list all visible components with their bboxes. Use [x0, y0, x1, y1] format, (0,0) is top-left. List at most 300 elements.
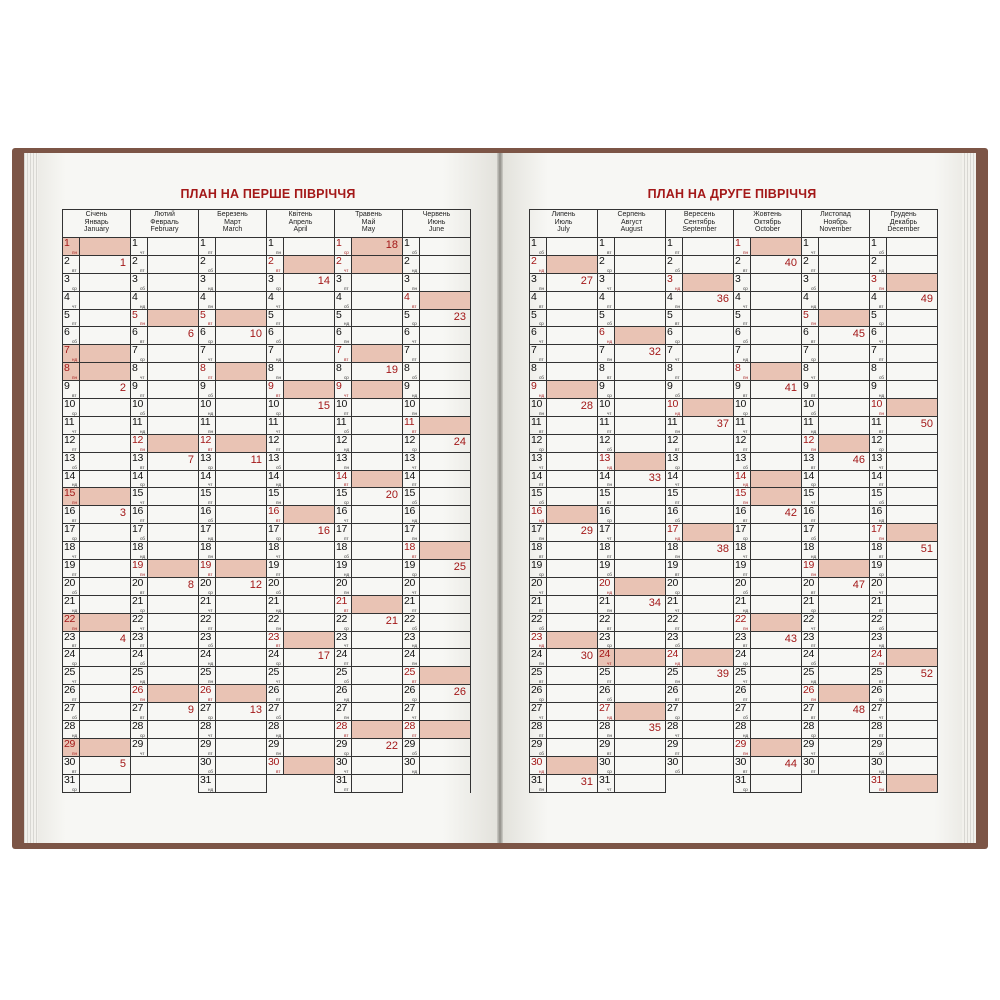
- day-row[interactable]: [802, 542, 869, 560]
- day-notes-area[interactable]: [751, 488, 801, 505]
- day-row[interactable]: [199, 399, 266, 417]
- day-row[interactable]: [335, 703, 402, 721]
- day-row[interactable]: [870, 310, 937, 328]
- day-notes-area[interactable]: [887, 739, 937, 756]
- day-notes-area[interactable]: [615, 363, 665, 380]
- day-row[interactable]: [63, 524, 130, 542]
- day-notes-area[interactable]: [352, 542, 402, 559]
- day-notes-area[interactable]: [284, 721, 334, 738]
- day-notes-area[interactable]: [352, 614, 402, 631]
- day-notes-area[interactable]: [216, 614, 266, 631]
- day-notes-area[interactable]: [887, 453, 937, 470]
- day-notes-area[interactable]: [547, 363, 597, 380]
- day-notes-area[interactable]: [887, 417, 937, 434]
- day-row[interactable]: [870, 274, 937, 292]
- day-row[interactable]: [530, 542, 597, 560]
- day-notes-area[interactable]: [352, 524, 402, 541]
- day-notes-area[interactable]: [887, 703, 937, 720]
- day-row[interactable]: [734, 292, 801, 310]
- day-notes-area[interactable]: [547, 327, 597, 344]
- day-notes-area[interactable]: [683, 596, 733, 613]
- day-notes-area[interactable]: [352, 363, 402, 380]
- day-row[interactable]: [267, 381, 334, 399]
- day-row[interactable]: [199, 345, 266, 363]
- day-row[interactable]: [63, 274, 130, 292]
- day-row[interactable]: [734, 649, 801, 667]
- day-notes-area[interactable]: [148, 542, 198, 559]
- day-notes-area[interactable]: [148, 506, 198, 523]
- day-notes-area[interactable]: [420, 632, 470, 649]
- day-row[interactable]: [666, 274, 733, 292]
- day-notes-area[interactable]: [420, 703, 470, 720]
- day-row[interactable]: [666, 560, 733, 578]
- day-notes-area[interactable]: [284, 757, 334, 774]
- day-notes-area[interactable]: [615, 596, 665, 613]
- day-row[interactable]: [335, 685, 402, 703]
- day-notes-area[interactable]: [80, 524, 130, 541]
- day-row[interactable]: [131, 345, 198, 363]
- day-row[interactable]: [403, 417, 470, 435]
- day-notes-area[interactable]: [420, 310, 470, 327]
- day-row[interactable]: [199, 453, 266, 471]
- day-row[interactable]: [734, 739, 801, 757]
- day-notes-area[interactable]: [148, 649, 198, 666]
- day-notes-area[interactable]: [887, 363, 937, 380]
- day-row[interactable]: [199, 417, 266, 435]
- day-row[interactable]: [267, 757, 334, 775]
- day-row[interactable]: [403, 614, 470, 632]
- day-notes-area[interactable]: [216, 649, 266, 666]
- day-row[interactable]: [734, 488, 801, 506]
- day-row[interactable]: [131, 560, 198, 578]
- day-row[interactable]: [335, 345, 402, 363]
- day-row[interactable]: [598, 274, 665, 292]
- day-row[interactable]: [870, 238, 937, 256]
- day-notes-area[interactable]: [751, 578, 801, 595]
- day-row[interactable]: [870, 578, 937, 596]
- day-notes-area[interactable]: [216, 596, 266, 613]
- day-row[interactable]: [530, 560, 597, 578]
- day-row[interactable]: [131, 292, 198, 310]
- day-row[interactable]: [598, 739, 665, 757]
- day-notes-area[interactable]: [420, 453, 470, 470]
- day-row[interactable]: [870, 703, 937, 721]
- day-notes-area[interactable]: [80, 560, 130, 577]
- day-notes-area[interactable]: [887, 238, 937, 255]
- day-row[interactable]: [802, 256, 869, 274]
- day-notes-area[interactable]: [683, 238, 733, 255]
- day-row[interactable]: [63, 596, 130, 614]
- day-notes-area[interactable]: [751, 649, 801, 666]
- day-row[interactable]: [870, 524, 937, 542]
- day-notes-area[interactable]: [148, 632, 198, 649]
- day-notes-area[interactable]: [148, 721, 198, 738]
- day-row[interactable]: [403, 345, 470, 363]
- day-notes-area[interactable]: [80, 327, 130, 344]
- day-row[interactable]: [734, 435, 801, 453]
- day-row[interactable]: [199, 363, 266, 381]
- day-row[interactable]: [598, 256, 665, 274]
- day-notes-area[interactable]: [887, 614, 937, 631]
- day-notes-area[interactable]: [751, 417, 801, 434]
- day-notes-area[interactable]: [284, 542, 334, 559]
- day-row[interactable]: [802, 757, 869, 775]
- day-notes-area[interactable]: [148, 703, 198, 720]
- day-notes-area[interactable]: [80, 471, 130, 488]
- day-notes-area[interactable]: [80, 775, 130, 792]
- day-row[interactable]: [335, 381, 402, 399]
- day-notes-area[interactable]: [352, 667, 402, 684]
- day-notes-area[interactable]: [547, 775, 597, 792]
- day-notes-area[interactable]: [420, 649, 470, 666]
- day-row[interactable]: [199, 435, 266, 453]
- day-row[interactable]: [870, 560, 937, 578]
- day-row[interactable]: [598, 757, 665, 775]
- day-row[interactable]: [199, 685, 266, 703]
- day-notes-area[interactable]: [547, 578, 597, 595]
- day-notes-area[interactable]: [887, 435, 937, 452]
- day-notes-area[interactable]: [751, 775, 801, 792]
- day-notes-area[interactable]: [547, 739, 597, 756]
- day-row[interactable]: [131, 667, 198, 685]
- day-row[interactable]: [598, 292, 665, 310]
- day-notes-area[interactable]: [352, 399, 402, 416]
- day-notes-area[interactable]: [284, 471, 334, 488]
- day-row[interactable]: [199, 542, 266, 560]
- day-row[interactable]: [802, 471, 869, 489]
- day-notes-area[interactable]: [615, 345, 665, 362]
- day-notes-area[interactable]: [819, 327, 869, 344]
- day-row[interactable]: [870, 685, 937, 703]
- day-notes-area[interactable]: [352, 292, 402, 309]
- day-row[interactable]: [598, 453, 665, 471]
- day-notes-area[interactable]: [420, 274, 470, 291]
- day-notes-area[interactable]: [80, 721, 130, 738]
- day-row[interactable]: [335, 757, 402, 775]
- day-row[interactable]: [403, 453, 470, 471]
- day-notes-area[interactable]: [216, 381, 266, 398]
- day-row[interactable]: [335, 775, 402, 793]
- day-notes-area[interactable]: [216, 345, 266, 362]
- day-notes-area[interactable]: [751, 685, 801, 702]
- day-row[interactable]: [870, 721, 937, 739]
- day-notes-area[interactable]: [352, 578, 402, 595]
- day-notes-area[interactable]: [547, 614, 597, 631]
- day-notes-area[interactable]: [216, 721, 266, 738]
- day-notes-area[interactable]: [819, 524, 869, 541]
- day-row[interactable]: [734, 471, 801, 489]
- day-notes-area[interactable]: [887, 524, 937, 541]
- day-row[interactable]: [870, 327, 937, 345]
- day-row[interactable]: [63, 703, 130, 721]
- day-notes-area[interactable]: [819, 488, 869, 505]
- day-row[interactable]: [403, 560, 470, 578]
- day-row[interactable]: [734, 238, 801, 256]
- day-notes-area[interactable]: [819, 685, 869, 702]
- day-row[interactable]: [131, 256, 198, 274]
- day-notes-area[interactable]: [80, 345, 130, 362]
- day-notes-area[interactable]: [683, 327, 733, 344]
- day-notes-area[interactable]: [683, 488, 733, 505]
- day-row[interactable]: [666, 667, 733, 685]
- day-row[interactable]: [403, 703, 470, 721]
- day-notes-area[interactable]: [751, 435, 801, 452]
- day-notes-area[interactable]: [148, 524, 198, 541]
- day-row[interactable]: [598, 417, 665, 435]
- day-row[interactable]: [335, 560, 402, 578]
- day-row[interactable]: [598, 632, 665, 650]
- day-row[interactable]: [666, 238, 733, 256]
- day-row[interactable]: [63, 363, 130, 381]
- day-row[interactable]: [131, 453, 198, 471]
- day-notes-area[interactable]: [819, 596, 869, 613]
- day-notes-area[interactable]: [80, 274, 130, 291]
- day-notes-area[interactable]: [547, 757, 597, 774]
- day-notes-area[interactable]: [547, 381, 597, 398]
- day-notes-area[interactable]: [683, 721, 733, 738]
- day-notes-area[interactable]: [80, 435, 130, 452]
- day-row[interactable]: [530, 632, 597, 650]
- day-notes-area[interactable]: [615, 506, 665, 523]
- day-row[interactable]: [802, 274, 869, 292]
- day-notes-area[interactable]: [284, 435, 334, 452]
- day-row[interactable]: [267, 649, 334, 667]
- day-notes-area[interactable]: [352, 721, 402, 738]
- day-row[interactable]: [530, 596, 597, 614]
- day-notes-area[interactable]: [420, 381, 470, 398]
- day-notes-area[interactable]: [615, 578, 665, 595]
- day-notes-area[interactable]: [216, 238, 266, 255]
- day-row[interactable]: [530, 453, 597, 471]
- day-notes-area[interactable]: [547, 703, 597, 720]
- day-row[interactable]: [63, 310, 130, 328]
- day-notes-area[interactable]: [80, 417, 130, 434]
- day-notes-area[interactable]: [352, 417, 402, 434]
- day-notes-area[interactable]: [148, 614, 198, 631]
- day-notes-area[interactable]: [284, 685, 334, 702]
- day-notes-area[interactable]: [683, 453, 733, 470]
- day-row[interactable]: [734, 632, 801, 650]
- day-row[interactable]: [802, 238, 869, 256]
- day-notes-area[interactable]: [819, 632, 869, 649]
- day-notes-area[interactable]: [216, 560, 266, 577]
- day-row[interactable]: [530, 649, 597, 667]
- day-notes-area[interactable]: [284, 399, 334, 416]
- day-notes-area[interactable]: [352, 274, 402, 291]
- day-notes-area[interactable]: [751, 560, 801, 577]
- day-notes-area[interactable]: [352, 381, 402, 398]
- day-row[interactable]: [870, 488, 937, 506]
- day-row[interactable]: [802, 381, 869, 399]
- day-notes-area[interactable]: [751, 632, 801, 649]
- day-notes-area[interactable]: [547, 524, 597, 541]
- day-notes-area[interactable]: [751, 703, 801, 720]
- day-notes-area[interactable]: [819, 292, 869, 309]
- day-row[interactable]: [199, 256, 266, 274]
- day-notes-area[interactable]: [615, 381, 665, 398]
- day-row[interactable]: [267, 596, 334, 614]
- day-notes-area[interactable]: [148, 345, 198, 362]
- day-notes-area[interactable]: [352, 703, 402, 720]
- day-row[interactable]: [598, 327, 665, 345]
- day-row[interactable]: [335, 256, 402, 274]
- day-notes-area[interactable]: [751, 614, 801, 631]
- day-row[interactable]: [267, 667, 334, 685]
- day-notes-area[interactable]: [819, 614, 869, 631]
- day-row[interactable]: [267, 327, 334, 345]
- day-row[interactable]: [802, 435, 869, 453]
- day-notes-area[interactable]: [615, 685, 665, 702]
- day-notes-area[interactable]: [751, 238, 801, 255]
- day-notes-area[interactable]: [819, 274, 869, 291]
- day-notes-area[interactable]: [547, 542, 597, 559]
- day-notes-area[interactable]: [148, 292, 198, 309]
- day-row[interactable]: [666, 399, 733, 417]
- day-notes-area[interactable]: [148, 417, 198, 434]
- day-row[interactable]: [598, 363, 665, 381]
- day-notes-area[interactable]: [683, 667, 733, 684]
- day-notes-area[interactable]: [148, 578, 198, 595]
- day-notes-area[interactable]: [420, 560, 470, 577]
- day-notes-area[interactable]: [352, 327, 402, 344]
- day-notes-area[interactable]: [216, 256, 266, 273]
- day-notes-area[interactable]: [683, 542, 733, 559]
- day-row[interactable]: [267, 560, 334, 578]
- day-row[interactable]: [870, 256, 937, 274]
- day-notes-area[interactable]: [751, 542, 801, 559]
- day-row[interactable]: [63, 417, 130, 435]
- day-row[interactable]: [870, 649, 937, 667]
- day-row[interactable]: [199, 649, 266, 667]
- day-row[interactable]: [530, 578, 597, 596]
- day-notes-area[interactable]: [148, 238, 198, 255]
- day-notes-area[interactable]: [819, 757, 869, 774]
- day-notes-area[interactable]: [148, 596, 198, 613]
- day-row[interactable]: [802, 667, 869, 685]
- day-notes-area[interactable]: [148, 667, 198, 684]
- day-notes-area[interactable]: [284, 310, 334, 327]
- day-notes-area[interactable]: [80, 578, 130, 595]
- day-row[interactable]: [530, 310, 597, 328]
- day-notes-area[interactable]: [887, 506, 937, 523]
- day-notes-area[interactable]: [216, 632, 266, 649]
- day-notes-area[interactable]: [547, 488, 597, 505]
- day-row[interactable]: [598, 435, 665, 453]
- day-notes-area[interactable]: [887, 256, 937, 273]
- day-row[interactable]: [267, 453, 334, 471]
- day-row[interactable]: [403, 399, 470, 417]
- day-notes-area[interactable]: [284, 649, 334, 666]
- day-row[interactable]: [267, 721, 334, 739]
- day-notes-area[interactable]: [751, 721, 801, 738]
- day-notes-area[interactable]: [683, 256, 733, 273]
- day-row[interactable]: [131, 238, 198, 256]
- day-row[interactable]: [802, 345, 869, 363]
- day-notes-area[interactable]: [216, 739, 266, 756]
- day-notes-area[interactable]: [284, 524, 334, 541]
- day-row[interactable]: [802, 292, 869, 310]
- day-row[interactable]: [666, 292, 733, 310]
- day-row[interactable]: [403, 274, 470, 292]
- day-row[interactable]: [734, 703, 801, 721]
- day-row[interactable]: [63, 488, 130, 506]
- day-row[interactable]: [63, 614, 130, 632]
- day-row[interactable]: [335, 488, 402, 506]
- day-row[interactable]: [598, 775, 665, 793]
- day-notes-area[interactable]: [420, 614, 470, 631]
- day-row[interactable]: [734, 274, 801, 292]
- day-notes-area[interactable]: [819, 453, 869, 470]
- day-row[interactable]: [666, 614, 733, 632]
- day-row[interactable]: [666, 327, 733, 345]
- day-row[interactable]: [403, 721, 470, 739]
- day-row[interactable]: [403, 506, 470, 524]
- day-row[interactable]: [530, 363, 597, 381]
- day-notes-area[interactable]: [148, 327, 198, 344]
- day-notes-area[interactable]: [887, 345, 937, 362]
- day-row[interactable]: [530, 721, 597, 739]
- day-row[interactable]: [598, 381, 665, 399]
- day-notes-area[interactable]: [887, 471, 937, 488]
- day-row[interactable]: [63, 453, 130, 471]
- day-row[interactable]: [802, 524, 869, 542]
- day-notes-area[interactable]: [547, 345, 597, 362]
- day-row[interactable]: [403, 292, 470, 310]
- day-row[interactable]: [131, 596, 198, 614]
- day-notes-area[interactable]: [216, 578, 266, 595]
- day-notes-area[interactable]: [751, 524, 801, 541]
- day-notes-area[interactable]: [148, 739, 198, 756]
- day-notes-area[interactable]: [683, 417, 733, 434]
- day-notes-area[interactable]: [615, 435, 665, 452]
- day-notes-area[interactable]: [148, 274, 198, 291]
- day-notes-area[interactable]: [216, 417, 266, 434]
- day-notes-area[interactable]: [615, 703, 665, 720]
- day-notes-area[interactable]: [216, 703, 266, 720]
- day-notes-area[interactable]: [420, 757, 470, 774]
- day-notes-area[interactable]: [615, 399, 665, 416]
- day-row[interactable]: [530, 256, 597, 274]
- day-notes-area[interactable]: [80, 757, 130, 774]
- day-row[interactable]: [131, 524, 198, 542]
- day-notes-area[interactable]: [148, 560, 198, 577]
- day-notes-area[interactable]: [751, 256, 801, 273]
- day-row[interactable]: [598, 399, 665, 417]
- day-row[interactable]: [335, 596, 402, 614]
- day-row[interactable]: [335, 238, 402, 256]
- day-row[interactable]: [199, 488, 266, 506]
- day-notes-area[interactable]: [683, 274, 733, 291]
- day-notes-area[interactable]: [420, 292, 470, 309]
- day-notes-area[interactable]: [148, 399, 198, 416]
- day-notes-area[interactable]: [615, 256, 665, 273]
- day-notes-area[interactable]: [80, 632, 130, 649]
- day-notes-area[interactable]: [615, 417, 665, 434]
- day-notes-area[interactable]: [547, 310, 597, 327]
- day-notes-area[interactable]: [615, 775, 665, 792]
- day-row[interactable]: [335, 274, 402, 292]
- day-row[interactable]: [598, 685, 665, 703]
- day-row[interactable]: [63, 345, 130, 363]
- day-notes-area[interactable]: [216, 310, 266, 327]
- day-notes-area[interactable]: [887, 310, 937, 327]
- day-notes-area[interactable]: [615, 488, 665, 505]
- day-notes-area[interactable]: [683, 506, 733, 523]
- day-row[interactable]: [802, 363, 869, 381]
- day-notes-area[interactable]: [887, 632, 937, 649]
- day-notes-area[interactable]: [683, 614, 733, 631]
- day-row[interactable]: [598, 238, 665, 256]
